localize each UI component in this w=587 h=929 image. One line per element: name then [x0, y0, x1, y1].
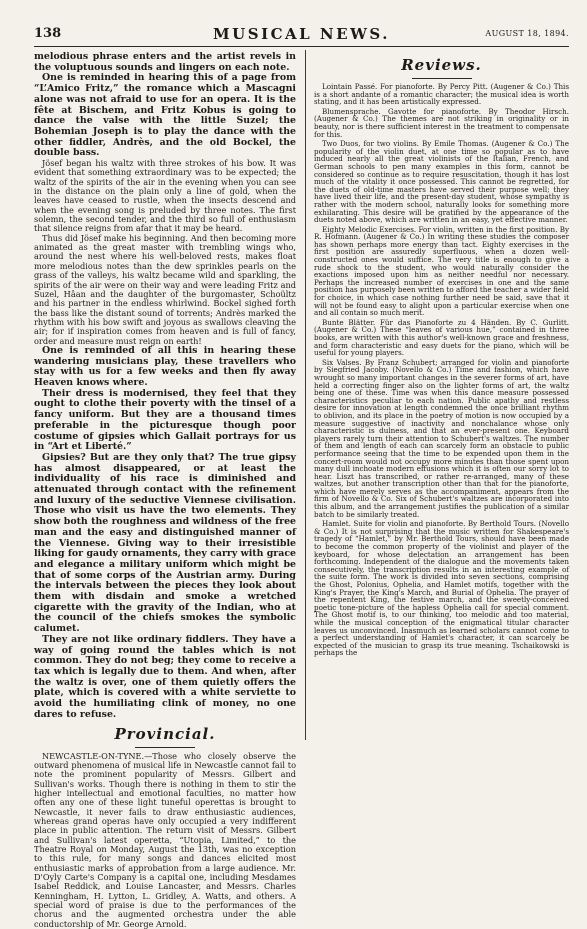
article-paragraph: One is reminded of all this in hearing these wandering musicians play, these travellers who stay with us for a few weeks and then fly away Heaven knows where.	[34, 344, 296, 389]
article-paragraph: Thus did Jösef make his beginning. And then becoming more animated as the great master with trembling wings who, around the nest where his well-beloved rests, makes float more melodious notes than the dew sprinkles pearls on the grass of the valleys, his waltz became wild and sparkling, the spirits of the air were on their way and were leading Fritz and Suzel, Hâan and the daughter of the burgomaster, Schoültz and his partner in the endless whirlwind. Bockel sighed forth the bass like the distant sound of torrents; Andrès marked the rhythm with his bow swift and joyous as swallows cleaving the air; for if inspiration comes from heaven and is full of fancy, order and measure must reign on earth!	[34, 232, 296, 346]
page-header	[34, 26, 569, 46]
review-entry: Two Duos, for two violins. By Emile Thomas. (Augener & Co.) The popularity of the violin duet, at one time so popular as to have induced nearly all the great violinists of the Italian, French, and German schools to pen many examples in this form, cannot be considered so continue as to require resuscitation, though it has lost much of the vitality it once possessed. This cannot be regretted, for the duets of old-time masters have served their purpose well; they have lived their life, and the present-day student, whose sympathy is rather with the modern school, naturally looks for something more exhilarating. This desire will be gratified by the appearance of the duets noted above, which are written in an easy, yet effective manner.	[314, 139, 569, 225]
review-entry: Lointain Passé. For pianoforte. By Percy Pitt. (Augener & Co.) This is a short andante of a romantic character; the musical idea is worth stating, and it has been artistically expressed.	[314, 82, 569, 107]
review-entry: Blumensprache. Gavotte for pianoforte. By Theodor Hirsch. (Augener & Co.) The themes are not striking in originality or in beauty, nor is there sufficient interest in the treatment to compensate for this.	[314, 106, 569, 139]
review-entry: Bunte Blätter. Für das Pianoforte zu 4 Händen. By C. Gurlitt. (Augener & Co.) These “leaves of various hue,” contained in three books, are written with this author's well-known grace and freshness, and form characteristic and easy duets for the piano, which will be useful for young players.	[314, 317, 569, 358]
reviews-heading: Reviews.	[401, 56, 482, 74]
article-paragraph: One is reminded in hearing this of a page from “L’Amico Fritz,” the romance which a Mascagni alone was not afraid to use for an opera. It is the fête at Bischem, and Fritz Kobus is going to dance the valse with the little Suzel; the Bohemian Joseph is to play the dance with the other fiddler, Andrès, and the old Bockel, the double bass.	[34, 72, 296, 159]
left-column	[34, 51, 296, 929]
article-paragraph: Gipsies? But are they only that? The true gipsy has almost disappeared, or at least the individuality of his race is diminished and attenuated through contact with the refinement and luxury of the seductive Viennese civilisation. Those who visit us have the two elements. They show both the roughness and wildness of the free man and the easy and distinguished manner of the Viennese. Giving way to their irresistible liking for gaudy ornaments, they carry with grace and elegance a military uniform which might be that of some corps of the Austrian army. During the intervals between the pieces they look about them with disdain and smoke a wretched cigarette with the gravity of the Indian, who at the council of the chiefs smokes the symbolic calumet.	[34, 451, 296, 635]
section-rule	[412, 78, 472, 79]
header-rule	[34, 46, 569, 47]
article-paragraph: They are not like ordinary fiddlers. They have a way of going round the tables which is not common. They do not beg; they come to receive a tax which is legally due to them. And when, after the waltz is over, one of them quietly offers the plate, which is covered with a white serviette to avoid the humiliating clink of money, no one dares to refuse.	[34, 633, 296, 720]
article-paragraph: Jösef began his waltz with three strokes of his bow. It was evident that something extraordinary was to be expected; the waltz of the spirits of the air in the evening when you can see in the distance on the plain only a line of gold, when the leaves have ceased to rustle, when the insects descend and when the evening song is preluded by three notes. The first solemn, the second tender, and the third so full of enthusiasm that silence reigns from afar that it may be heard.	[34, 158, 296, 234]
review-entry: Eighty Melodic Exercises. For violin, written in the first position. By R. Hofmann. (Augener & Co.) In writing these studies the composer has shown perhaps more energy than tact. Eighty exercises in the first position are assuredly superfluous, when a dozen well-constructed ones would suffice. The very title is enough to give a rude shock to the student, who would naturally consider the exactions imposed upon him as neither needful nor necessary. Perhaps the increased number of exercises in one and the same position has purposely been written to afford the teacher a wider field for choice, in which case nothing further need be said, save that it will not be found easy to alight upon a particular exercise when one and all contain so much merit.	[314, 224, 569, 318]
review-entry: Hamlet. Suite for violin and pianoforte. By Berthold Tours. (Novello & Co.) It is not surprising that the music written for Shakespeare's tragedy of “Hamlet,” by Mr. Berthold Tours, should have been made to become the common property of the violinist and player of the keyboard, for whose delectation an arrangement has been forthcoming. Independent of the dialogue and the movements taken consecutively, the transcription results in an interesting example of the suite form. The work is divided into seven sections, comprising the Ghost, Polonius, Ophelia, and Hamlet motifs, together with the King's Prayer, the King's March, and Burial of Ophelia. The prayer of the repentent King, the festive march, and the sweetly-conceived poetic tone-picture of the hapless Ophelia call for special comment. The Ghost motif is, to our thinking, too melodic and too material, while the musical conception of the enigmatical titular character leaves us unconvinced. Inasmuch as learned scholars cannot come to a perfect understanding of Hamlet's character, it can scarcely be expected of the musician to grasp its true meaning. Tschaikowski is perhaps the	[314, 519, 569, 658]
section-rule	[135, 747, 195, 748]
provincial-paragraph: NEWCASTLE-ON-TYNE.—Those who closely observe the outward phenomena of musical life in Newcastle cannot fail to note the prominent popularity of Messrs. Gilbert and Sullivan's works. Though there is nothing in them to stir the higher intellectual and emotional faculties, no matter how often any one of these light tuneful operettas is brought to Newcastle, it never fails to draw enthusiastic audiences, whereas grand operas have only occupied a very indifferent place in public attention. The return visit of Messrs. Gilbert and Sullivan's latest operetta, “Utopia, Limited,” to the Theatre Royal on Monday, August the 13th, was no exception to this rule, for many songs and dances elicited most enthusiastic marks of approbation from a large audience. Mr. D'Oyly Carte's Company is a capital one, including Mesdames Isabel Reddick, and Louise Lancaster, and Messrs. Charles Kenningham, H. Lytton, L. Gridley, A. Watts, and others. A special word of praise is due to the performances of the chorus and the augmented orchestra under the able conductorship of Mr. George Arnold.	[34, 750, 296, 929]
page-number: 138	[34, 26, 62, 41]
review-entry: Six Valses. By Franz Schubert; arranged for violin and pianoforte by Siegfried Jacoby. (Novello & Co.) Time and fashion, which have wrought so many important changes in the severer forms of art, have held a correcting finger also on the lighter forms of art, the waltz being one of these. Time was when this dance measure possessed characteristics peculiar to each nation. Public apathy and restless desire for innovation at length condemned the once brilliant rhythm to oblivion, and its place in the poetry of motion is now occupied by a measure suggestive of inactivity and nonchalance whose only characteristic is dulness, and that an ever-present one. Keyboard players rarely turn their attention to Schubert's waltzes. The number of them and length of each can scarcely form an obstacle to public performance seeing that the time to be expended upon them in the concert-room would not occupy more minutes than those spent upon many dull inchoate modern effusions which it is often our sorry lot to hear. Liszt has transcribed, or rather re-arranged, many of these waltzes, but another transcription other than that for the pianoforte, which have merely serves as the accompaniment, appears from the firm of Novello & Co. Six of Schubert's waltzes are incorporated into this album, and the arrangement justifies the publication of a similar batch to be similarly treated.	[314, 357, 569, 519]
article-paragraph: melodious phrase enters and the artist revels in the voluptuous sounds and lingers on each note.	[34, 51, 296, 73]
article-paragraph: Their dress is modernised, they feel that they ought to clothe their poverty with the tinsel of a fancy uniform. But they are a thousand times preferable in the picturesque though poor costume of gipsies which Gallait portrays for us in “Art et Liberté.”	[34, 387, 296, 453]
masthead: MUSICAL NEWS.	[213, 25, 390, 43]
column-divider	[305, 50, 306, 740]
right-column	[314, 52, 569, 742]
provincial-heading: Provincial.	[114, 724, 216, 743]
issue-date: AUGUST 18, 1894.	[485, 29, 569, 38]
